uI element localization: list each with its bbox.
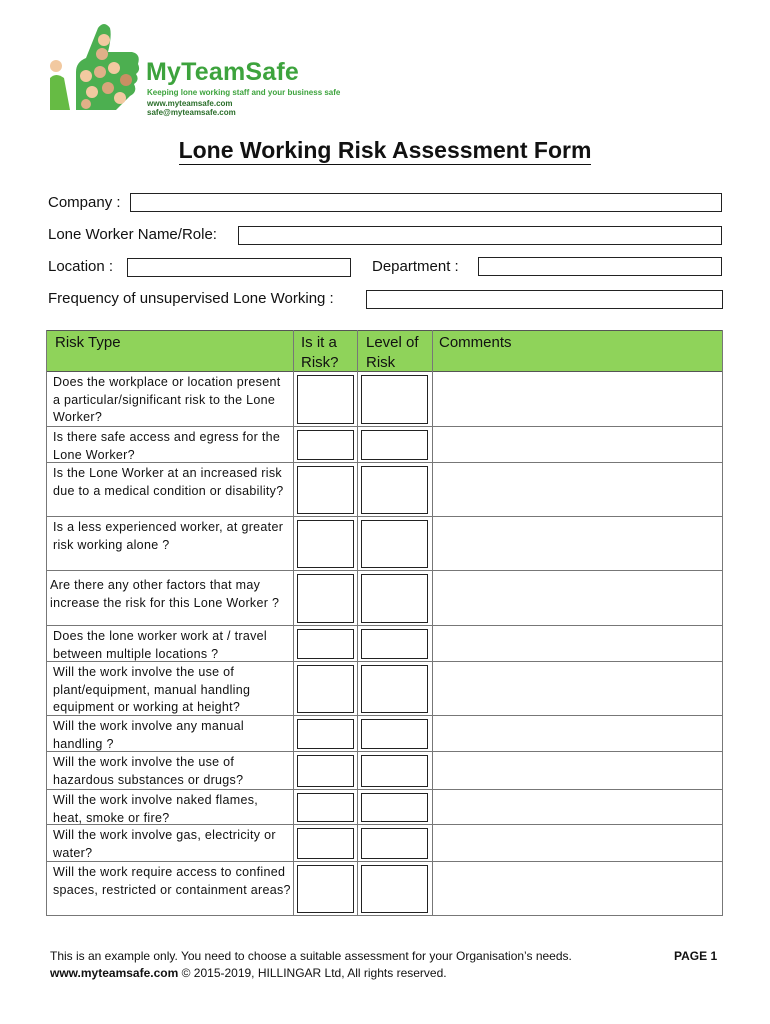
comments-cell[interactable] bbox=[433, 626, 722, 661]
table-row bbox=[46, 825, 723, 862]
risk-question: Does the workplace or location present a particular/significant risk to the Lone Worker? bbox=[53, 375, 281, 424]
table-row bbox=[46, 752, 723, 790]
risk-level-box[interactable] bbox=[361, 719, 428, 749]
company-field[interactable] bbox=[130, 193, 722, 212]
brand-name: MyTeamSafe bbox=[146, 58, 299, 86]
table-row bbox=[46, 626, 723, 662]
risk-question: Does the lone worker work at / travel between multiple locations ? bbox=[53, 629, 267, 661]
department-field[interactable] bbox=[478, 257, 722, 276]
risk-level-box[interactable] bbox=[361, 520, 428, 568]
location-label: Location : bbox=[48, 258, 114, 275]
table-row bbox=[46, 662, 723, 716]
frequency-label: Frequency of unsupervised Lone Working : bbox=[48, 290, 334, 307]
risk-question: Is there safe access and egress for the Lone Worker? bbox=[53, 430, 281, 462]
comments-cell[interactable] bbox=[433, 862, 722, 915]
comments-cell[interactable] bbox=[433, 372, 722, 426]
is-risk-checkbox[interactable] bbox=[297, 430, 354, 460]
table-row bbox=[46, 517, 723, 571]
is-risk-checkbox[interactable] bbox=[297, 574, 354, 623]
comments-cell[interactable] bbox=[433, 517, 722, 570]
header-is-risk: Is it a Risk? bbox=[301, 334, 339, 371]
risk-level-box[interactable] bbox=[361, 375, 428, 424]
worker-field[interactable] bbox=[238, 226, 722, 245]
footer-site: www.myteamsafe.com bbox=[50, 966, 179, 980]
risk-level-box[interactable] bbox=[361, 793, 428, 822]
worker-label: Lone Worker Name/Role: bbox=[48, 226, 217, 243]
risk-question: Will the work involve naked flames, heat, smoke or fire? bbox=[53, 793, 259, 825]
is-risk-checkbox[interactable] bbox=[297, 665, 354, 713]
risk-question: Are there any other factors that may increase the risk for this Lone Worker ? bbox=[50, 578, 280, 610]
comments-cell[interactable] bbox=[433, 571, 722, 625]
risk-level-box[interactable] bbox=[361, 665, 428, 713]
is-risk-checkbox[interactable] bbox=[297, 793, 354, 822]
risk-level-box[interactable] bbox=[361, 466, 428, 514]
risk-level-box[interactable] bbox=[361, 828, 428, 859]
risk-question: Will the work involve the use of plant/equipment, manual handling equipment or working at height? bbox=[53, 665, 251, 714]
is-risk-checkbox[interactable] bbox=[297, 375, 354, 424]
risk-question: Is the Lone Worker at an increased risk due to a medical condition or disability? bbox=[53, 466, 284, 498]
table-row bbox=[46, 716, 723, 752]
risk-level-box[interactable] bbox=[361, 430, 428, 460]
table-header bbox=[46, 330, 723, 372]
comments-cell[interactable] bbox=[433, 662, 722, 715]
page-title: Lone Working Risk Assessment Form bbox=[178, 137, 592, 163]
comments-cell[interactable] bbox=[433, 716, 722, 751]
table-row bbox=[46, 571, 723, 626]
comments-cell[interactable] bbox=[433, 825, 722, 861]
is-risk-checkbox[interactable] bbox=[297, 629, 354, 659]
is-risk-checkbox[interactable] bbox=[297, 466, 354, 514]
frequency-field[interactable] bbox=[366, 290, 723, 309]
is-risk-checkbox[interactable] bbox=[297, 865, 354, 913]
page-number: PAGE 1 bbox=[674, 949, 718, 963]
risk-question: Will the work require access to confined spaces, restricted or containment areas? bbox=[53, 865, 291, 897]
brand-email: safe@myteamsafe.com bbox=[147, 108, 236, 117]
risk-level-box[interactable] bbox=[361, 629, 428, 659]
header-risk-type: Risk Type bbox=[55, 334, 121, 351]
location-field[interactable] bbox=[127, 258, 351, 277]
logo bbox=[46, 22, 346, 117]
footer-copyright: www.myteamsafe.com © 2015-2019, HILLINGAR Ltd, All rights reserved. bbox=[50, 966, 447, 980]
comments-cell[interactable] bbox=[433, 752, 722, 789]
table-row bbox=[46, 862, 723, 916]
table-row bbox=[46, 372, 723, 427]
department-label: Department : bbox=[372, 258, 459, 275]
is-risk-checkbox[interactable] bbox=[297, 755, 354, 787]
comments-cell[interactable] bbox=[433, 790, 722, 824]
table-row bbox=[46, 790, 723, 825]
is-risk-checkbox[interactable] bbox=[297, 520, 354, 568]
table-row bbox=[46, 463, 723, 517]
risk-level-box[interactable] bbox=[361, 865, 428, 913]
risk-question: Is a less experienced worker, at greater risk working alone ? bbox=[53, 520, 284, 552]
is-risk-checkbox[interactable] bbox=[297, 828, 354, 859]
is-risk-checkbox[interactable] bbox=[297, 719, 354, 749]
risk-question: Will the work involve gas, electricity or water? bbox=[53, 828, 276, 860]
footer-note: This is an example only. You need to choose a suitable assessment for your Organisation’s needs. bbox=[50, 949, 572, 963]
team-thumbs-up-icon bbox=[46, 22, 141, 110]
brand-website: www.myteamsafe.com bbox=[147, 99, 233, 108]
header-level: Level of Risk bbox=[366, 334, 419, 371]
comments-cell[interactable] bbox=[433, 427, 722, 462]
risk-level-box[interactable] bbox=[361, 574, 428, 623]
risk-question: Will the work involve any manual handling ? bbox=[53, 719, 244, 751]
company-label: Company : bbox=[48, 194, 121, 211]
table-row bbox=[46, 427, 723, 463]
brand-tagline: Keeping lone working staff and your business safe bbox=[147, 88, 341, 97]
risk-table bbox=[46, 330, 723, 916]
comments-cell[interactable] bbox=[433, 463, 722, 516]
risk-level-box[interactable] bbox=[361, 755, 428, 787]
header-comments: Comments bbox=[439, 334, 512, 351]
brand-contacts bbox=[147, 99, 346, 117]
risk-question: Will the work involve the use of hazardous substances or drugs? bbox=[53, 755, 244, 787]
